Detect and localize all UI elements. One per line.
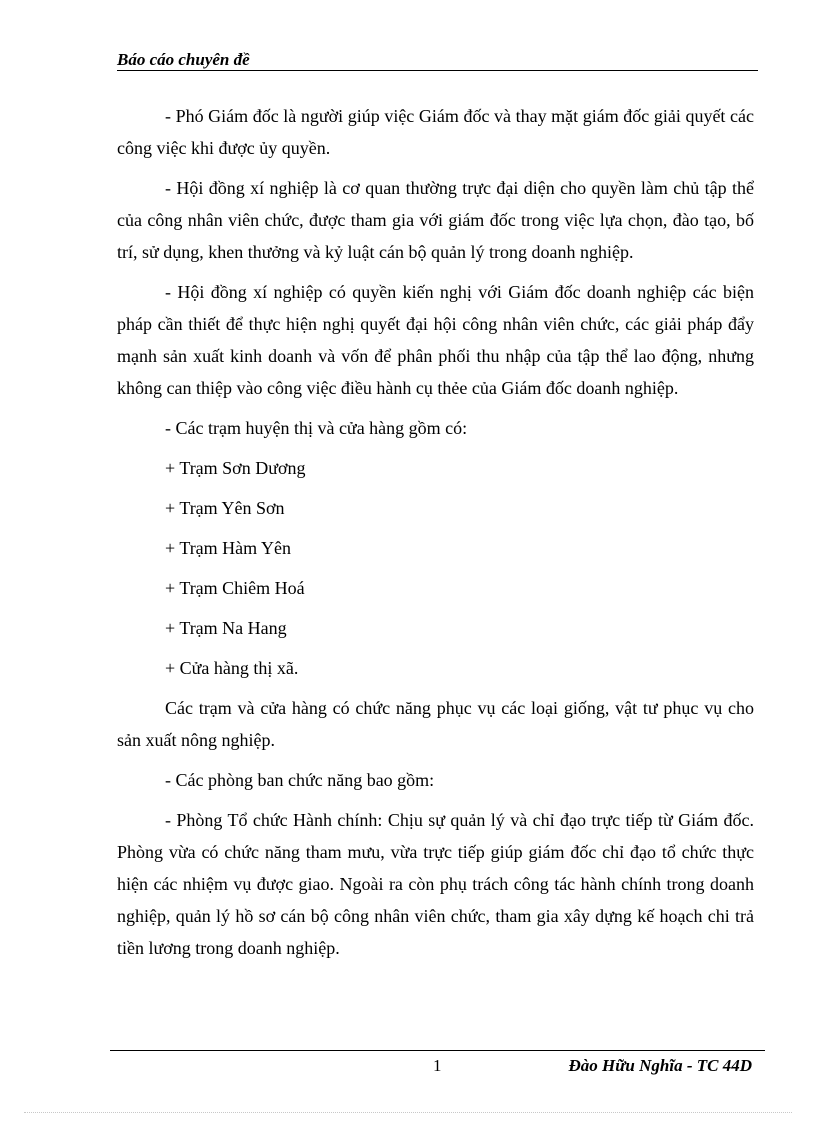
list-item: + Trạm Na Hang	[165, 618, 287, 638]
list-item: + Trạm Chiêm Hoá	[165, 578, 305, 598]
paragraph-stations-function: Các trạm và cửa hàng có chức năng phục vụ các loại giống, vật tư phục vụ cho sản xuất nông nghiệp.	[117, 698, 754, 750]
page-header	[117, 48, 758, 71]
page-bottom-edge	[24, 1112, 792, 1113]
list-item: + Trạm Yên Sơn	[165, 498, 285, 518]
paragraph-stations-intro: - Các trạm huyện thị và cửa hàng gồm có:	[165, 418, 468, 438]
document-body	[117, 100, 754, 964]
page-number: 1	[433, 1056, 442, 1075]
paragraph-admin-department: - Phòng Tổ chức Hành chính: Chịu sự quản lý và chỉ đạo trực tiếp từ Giám đốc. Phòng vừa có chức năng tham mưu, vừa trực tiếp giúp giám đốc chỉ đạo tổ chức thực hiện các nhiệm vụ được giao. Ngoài ra còn phụ trách công tác hành chính trong doanh nghiệp, quản lý hồ sơ cán bộ công nhân viên chức, tham gia xây dựng kế hoạch chi trả tiền lương trong doanh nghiệp.	[117, 810, 754, 958]
paragraph-council-rights: - Hội đồng xí nghiệp có quyền kiến nghị với Giám đốc doanh nghiệp các biện pháp cần thiết để thực hiện nghị quyết đại hội công nhân viên chức, các giải pháp đẩy mạnh sản xuất kinh doanh và vốn để phân phối thu nhập của tập thể lao động, nhưng không can thiệp vào công việc điều hành cụ thẻe của Giám đốc doanh nghiệp.	[117, 282, 754, 398]
list-item: + Cửa hàng thị xã.	[165, 658, 299, 678]
paragraph-departments-intro: - Các phòng ban chức năng bao gồm:	[165, 770, 435, 790]
header-title: Báo cáo chuyên đề	[117, 50, 250, 69]
footer-divider	[110, 1050, 765, 1051]
paragraph-deputy-director: - Phó Giám đốc là người giúp việc Giám đốc và thay mặt giám đốc giải quyết các công việc khi được ủy quyền.	[117, 106, 754, 158]
paragraph-enterprise-council: - Hội đồng xí nghiệp là cơ quan thường trực đại diện cho quyền làm chủ tập thể của công nhân viên chức, được tham gia với giám đốc trong việc lựa chọn, đào tạo, bố trí, sử dụng, khen thưởng và kỷ luật cán bộ quản lý trong doanh nghiệp.	[117, 178, 754, 262]
footer-author: Đào Hữu Nghĩa - TC 44D	[568, 1056, 752, 1075]
list-item: + Trạm Sơn Dương	[165, 458, 306, 478]
list-item: + Trạm Hàm Yên	[165, 538, 291, 558]
stations-list	[117, 452, 754, 684]
